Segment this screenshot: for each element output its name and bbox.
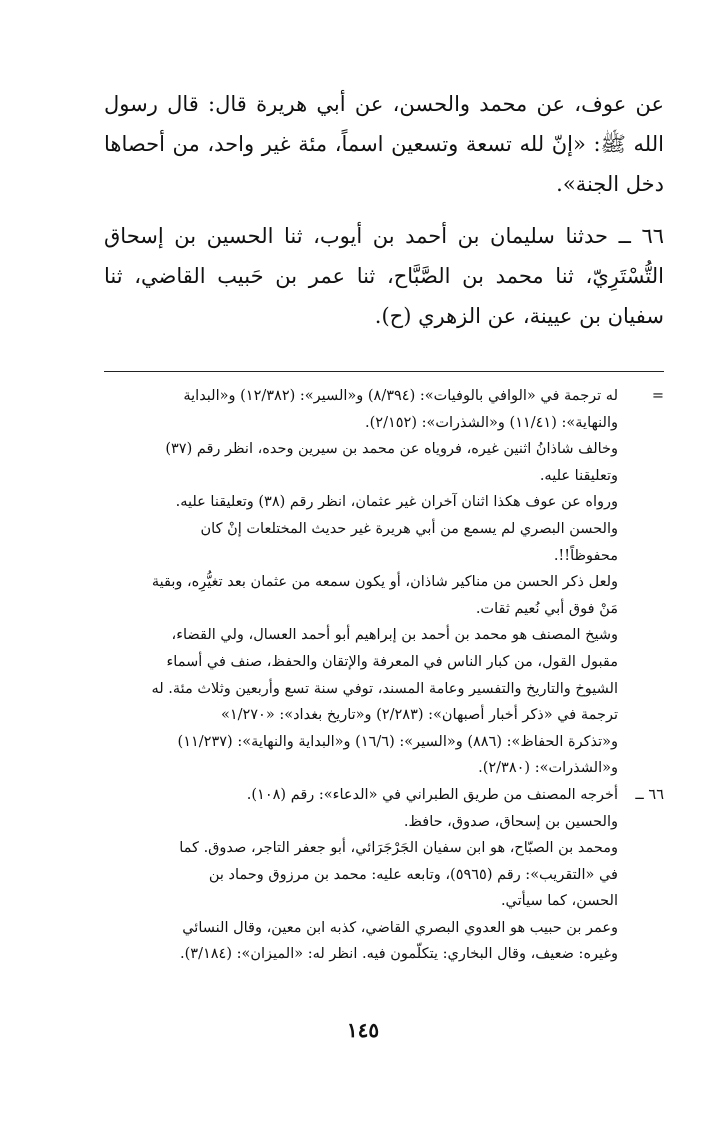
footnotes <box>60 383 664 968</box>
main-paragraph-1: عن عوف، عن محمد والحسن، عن أبي هريرة قال: قال رسول الله ﷺ: «إنّ لله تسعة وتسعين اسماً، مئة غير واحد، من أحصاها دخل الجنة». <box>104 92 664 196</box>
footnote-line: والنهاية»: (١١/٤١) و«الشذرات»: (٢/١٥٢). <box>365 414 618 431</box>
footnote-line: و«تذكرة الحفاظ»: (٨٨٦) و«السير»: (١٦/٦) و«البداية والنهاية»: (١١/٢٣٧) <box>177 733 618 750</box>
footnote-66 <box>60 782 664 968</box>
footnote-line: الشيوخ والتاريخ والتفسير وعامة المسند، توفي سنة تسع وأربعين وثلاث مئة. له <box>151 680 618 697</box>
footnote-line: والحسين بن إسحاق، صدوق، حافظ. <box>403 813 618 830</box>
footnote-line: مَنْ فوق أبي نُعيم ثقات. <box>475 600 618 617</box>
footnote-marker: = <box>651 388 664 404</box>
footnote-continuation <box>60 383 664 782</box>
footnote-line: وخالف شاذانُ اثنين غيره، فروياه عن محمد بن سيرين وحده، انظر رقم (٣٧) <box>165 441 618 458</box>
footnote-line: محفوظاً!!. <box>553 547 618 564</box>
footnote-line: وغيره: ضعيف، وقال البخاري: يتكلّمون فيه. انظر له: «الميزان»: (٣/١٨٤). <box>180 946 618 963</box>
footnote-line: مقبول القول، من كبار الناس في المعرفة والإتقان والحفظ، صنف في أسماء <box>166 653 618 670</box>
footnote-line: أخرجه المصنف من طريق الطبراني في «الدعاء»: رقم (١٠٨). <box>246 786 618 803</box>
main-text <box>104 84 664 336</box>
main-paragraph-2: ٦٦ ــ حدثنا سليمان بن أحمد بن أيوب، ثنا الحسين بن إسحاق التُّسْتَرِيّ، ثنا محمد بن الصَّبَّاح، ثنا عمر بن حَبيب القاضي، ثنا سفيان بن عيينة، عن الزهري (ح). <box>104 224 664 328</box>
footnote-line: الحسن، كما سيأتي. <box>500 893 618 910</box>
page-number: ١٤٥ <box>346 1018 380 1042</box>
footnote-line: وتعليقنا عليه. <box>539 467 618 484</box>
footnote-separator <box>104 371 664 372</box>
footnote-line: ولعل ذكر الحسن من مناكير شاذان، أو يكون سمعه من عثمان بعد تغيُّرِه، وبقية <box>151 574 618 591</box>
footnote-line: وعمر بن حبيب هو العدوي البصري القاضي، كذبه ابن معين، وقال النسائي <box>182 919 618 936</box>
footnote-line: في «التقريب»: رقم (٥٩٦٥)، وتابعه عليه: محمد بن مرزوق وحماد بن <box>208 866 618 883</box>
footnote-line: و«الشذرات»: (٢/٣٨٠). <box>478 760 618 777</box>
footnote-line: ترجمة في «ذكر أخبار أصبهان»: (٢/٢٨٣) و«تاريخ بغداد»: «١/٢٧٠» <box>220 707 618 724</box>
footnote-line: له ترجمة في «الوافي بالوفيات»: (٨/٣٩٤) و«السير»: (١٢/٣٨٢) و«البداية <box>183 388 618 404</box>
footnote-marker: ٦٦ ــ <box>635 786 664 803</box>
footnote-line: وشيخ المصنف هو محمد بن أحمد بن إبراهيم أبو أحمد العسال، ولي القضاء، <box>171 627 618 644</box>
footnote-line: ومحمد بن الصبّاح، هو ابن سفيان الجَرْجَرَائي، أبو جعفر التاجر، صدوق. كما <box>179 840 618 857</box>
footnote-line: والحسن البصري لم يسمع من أبي هريرة غير حديث المختلعات إنْ كان <box>200 520 618 537</box>
footnote-line: ورواه عن عوف هكذا اثنان آخران غير عثمان، انظر رقم (٣٨) وتعليقنا عليه. <box>175 494 618 511</box>
